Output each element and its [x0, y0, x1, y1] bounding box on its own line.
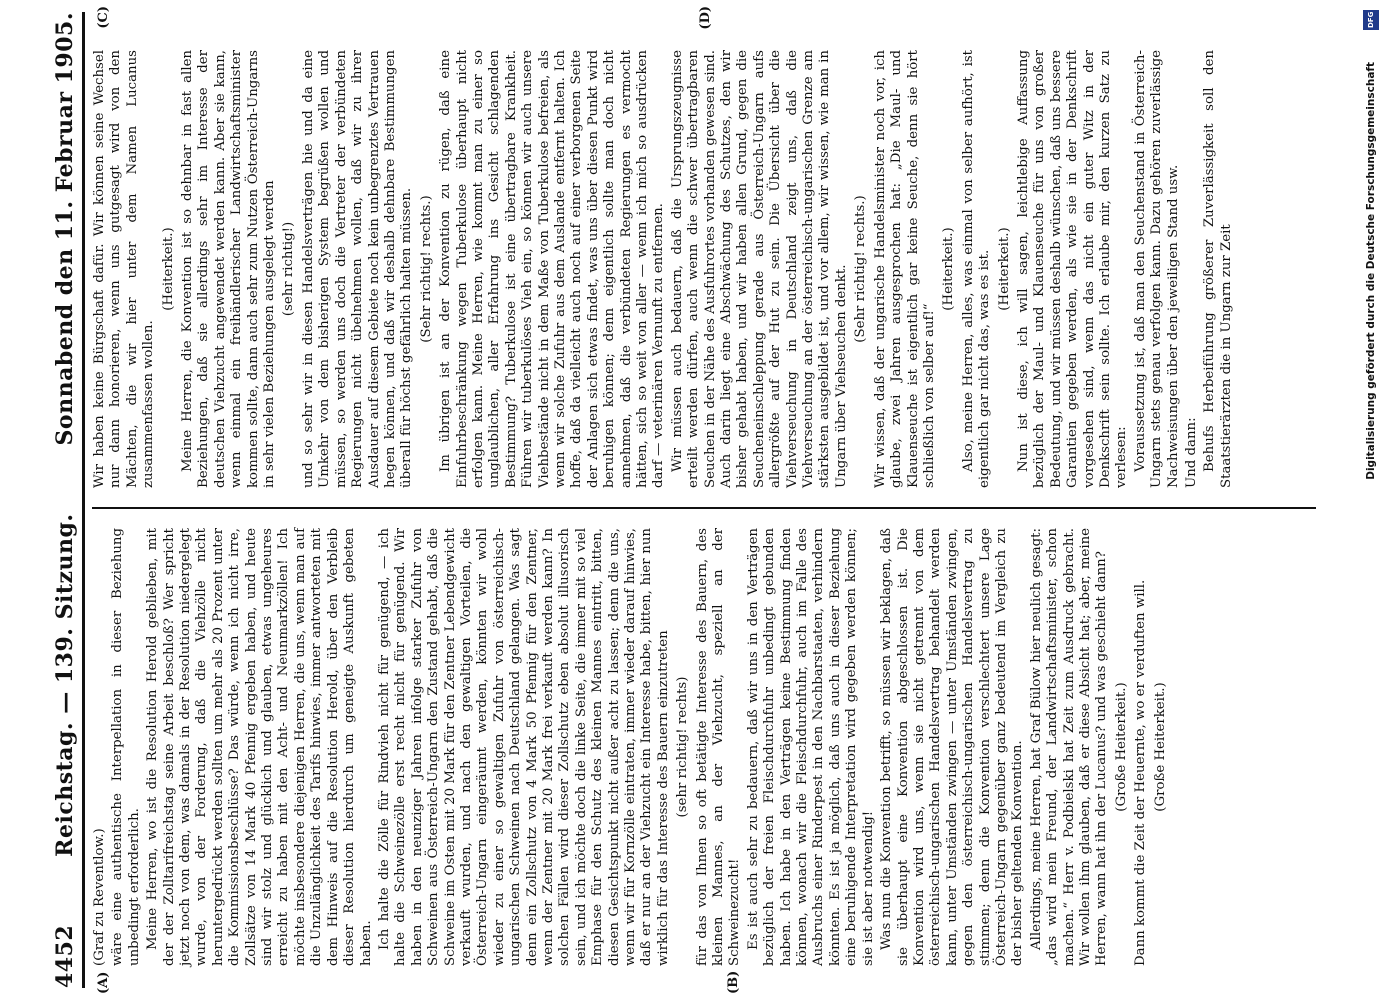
paragraph: Meine Herren, wo ist die Resolution Herold geblieben, mit der der Zolltarifreichstag seine Arbeit beschloß? Wer spricht jetzt noch von dem, was damals in der Resolution niedergelegt wurde, von der Forderung, daß die Viehzölle nicht heruntergedrückt werden sollten um mehr als 20 Prozent unter die Kommissionsbeschlüsse? Das würde, wenn ich nicht irre, Zollsätze von 14 Mark 40 Pfennig ergeben haben, und heute sind wir stolz und glücklich und glauben, etwas ungeheures erreicht zu haben mit den Acht- und Neunmarkzöllen! Ich möchte insbesondere diejenigen Herren, die uns, wenn man auf die Unzulänglichkeit des Tarifs hinwies, immer antworteten mit dem Hinweis auf die Resolution Herold, über den Verbleib dieser Resolution hierdurch um geneigte Auskunft gebeten haben.: [145, 528, 374, 966]
dfg-logo: DFG: [1363, 10, 1379, 30]
digitization-sidebar: [1361, 8, 1381, 992]
paragraph: Wir wissen, daß der ungarische Handelsminister noch vor, ich glaube, zwei Jahren ausgesprochen hat: „Die Maul- und Klauenseuche ist eigentlich gar keine Seuche, denn sie hört schließlich von selber auf!“: [872, 50, 937, 488]
quotation: Voraussetzung ist, daß man den Seuchenstand in Österreich-Ungarn stets genau verfolgen kann. Dazu gehören zuverlässige Nachweisungen über den jeweiligen Stand usw.: [1132, 50, 1181, 488]
paragraph: Wir haben keine Bürgschaft dafür. Wir können seine Wechsel nur dann honorieren, wenn uns gutgesagt wird von den Mächten, die wir hier unter dem Namen Lucanus zusammenfassen wollen.: [92, 50, 157, 488]
left-column: [92, 528, 1316, 966]
margin-marker-c: (C): [96, 6, 111, 29]
margin-marker-b: (B): [726, 970, 741, 994]
quotation: Behufs Herbeiführung größerer Zuverlässigkeit soll den Staatstierärzten die in Ungarn zur Zeit: [1202, 50, 1234, 488]
page-date: Sonnabend den 11. Februar 1905.: [52, 12, 78, 446]
paragraph: Ich halte die Zölle für Rindvieh nicht für genügend, — ich halte die Schweinezölle erst recht nicht für genügend. Wir haben in den neunziger Jahren infolge starker Zufuhr von Schweinen aus Österreich-Ungarn den Zustand gehabt, daß die Schweine im Osten mit 20 Mark für den Zentner Lebendgewicht verkauft wurden, und nach den gewaltigen Vorteilen, die Österreich-Ungarn eingeräumt werden, könnten wir wohl wieder zu einer so gewaltigen Zufuhr von österreichisch-ungarischen Schweinen nach Deutschland gelangen. Was sagt denn ein Zollschutz von 4 Mark 50 Pfennig für den Zentner, wenn der Zentner mit 20 Mark frei verkauft werden kann? In solchen Fällen wird dieser Zollschutz eben absolut illusorisch sein, und ich möchte doch die linke Seite, die immer mit so viel Emphase für den Schutz des kleinen Mannes eintritt, bitten, diesen Gesichtspunkt nicht außer acht zu lassen; denn die uns, wenn wir für Kornzölle eintraten, immer wieder darauf hinwies, daß er nur an der Viehzucht ein Interesse habe, bitten, hier nun wirklich für das Interesse des Bauern einzutreten: [376, 528, 671, 966]
paragraph: Nun ist diese, ich will sagen, leichtlebige Auffassung bezüglich der Maul- und Klauenseuche für uns von großer Bedeutung, und wir müssen deshalb wünschen, daß uns bessere Garantien gegeben werden, als wie sie in der Denkschrift vorgesehen sind, wenn das nicht ein guter Witz in der Denkschrift sein sollte. Ich erlaube mir, den kurzen Satz zu verlesen:: [1015, 50, 1130, 488]
interjection: (Große Heiterkeit.): [1152, 682, 1168, 812]
right-column: [92, 50, 1316, 488]
paragraph: für das von Ihnen so oft betätigte Interesse des Bauern, des kleinen Mannes, an der Viehzucht, speziell an der Schweinezucht!: [694, 528, 743, 966]
paragraph: Im übrigen ist an der Konvention zu rügen, daß eine Einfuhrbeschränkung wegen Tuberkulose überhaupt nicht erfolgen kann. Meine Herren, wie kommt man zu einer so unglaublichen, aller Erfahrung ins Gesicht schlagenden Bestimmung? Tuberkulose ist eine übertragbare Krankheit. Führen wir tuberkulöses Vieh ein, so können wir auch unsere Viehbestände nicht in dem Maße von Tuberkulose befreien, als wenn wir solche Zufuhr aus dem Auslande entfernt halten. Ich hoffe, daß da vielleicht auch noch auf einer verborgenen Seite der Anlagen sich etwas findet, was uns über diesen Punkt wird beruhigen können; denn eigentlich sollte man doch nicht annehmen, daß die verbündeten Regierungen es vermocht hätten, sich so weit von aller — wenn ich mich so ausdrücken darf — veterinären Vernunft zu entfernen.: [438, 50, 667, 488]
paragraph: Und dann:: [1184, 417, 1199, 488]
paragraph: wäre eine authentische Interpellation in dieser Beziehung unbedingt erforderlich.: [110, 528, 142, 966]
interjection: (Sehr richtig! rechts.): [853, 195, 869, 343]
paragraph: Wir müssen auch bedauern, daß die Ursprungszeugnisse erteilt werden dürfen, auch wenn die schwer übertragbaren Seuchen in der Nähe des Ausfuhrortes vorhanden gewesen sind. Auch darin liegt eine Abschwächung des Schutzes, den wir bisher gehabt haben, und wir haben allen Grund, gegen die Seucheneinschleppung gerade aus Österreich-Ungarn aufs allergrößte auf der Hut zu sein. Die Übersicht über die Viehverseuchung in Deutschland zeigt uns, daß die Viehverseuchung an der österreichisch-ungarischen Grenze am stärksten ausgebildet ist, und vor allem, wir wissen, wie man in Ungarn über Viehseuchen denkt.: [669, 50, 849, 488]
interjection: (sehr richtig!): [281, 221, 297, 317]
paragraph: Dann kommt die Zeit der Heuernte, wo er verduften will.: [1133, 579, 1149, 966]
margin-marker-a: (A): [96, 971, 111, 994]
interjection: (Heiterkeit.): [996, 227, 1012, 311]
column-divider: [92, 508, 1316, 510]
interjection: (Heiterkeit.): [941, 227, 957, 311]
paragraph: und so sehr wir in diesen Handelsverträgen hie und da eine Umkehr von dem bisherigen System begrüßen wollen und müssen, so werden uns doch die Vertreter der verbündeten Regierungen nicht übelnehmen wollen, daß wir zu ihrer Ausdauer auf diesem Gebiete noch kein unbegrenztes Vertrauen hegen können, und daß wir deshalb dehnbare Bestimmungen überall für höchst gefährlich halten müssen.: [300, 50, 415, 488]
paragraph: Es ist auch sehr zu bedauern, daß wir uns in den Verträgen bezüglich der freien Fleischdurchfuhr unbedingt gebunden haben. Ich habe in den Verträgen keine Bestimmung finden können, wonach wir die Fleischdurchfuhr, auch im Falle des Ausbruchs einer Rinderpest in den Nachbarstaaten, verhindern könnten. Es ist ja möglich, daß uns auch in dieser Beziehung eine beruhigende Interpretation wird gegeben werden können; sie ist aber notwendig!: [745, 528, 876, 966]
page-title: Reichstag. — 139. Sitzung.: [52, 513, 78, 857]
document-page: [40, 0, 1330, 1000]
speaker-note: (Graf zu Reventlow.): [92, 828, 107, 966]
page-number: 4452: [52, 924, 78, 988]
margin-marker-d: (D): [698, 6, 713, 30]
interjection: (Heiterkeit.): [160, 227, 176, 311]
paragraph: Allerdings, meine Herren, hat Graf Bülow hier neulich gesagt: „das wird mein Freund, der Landwirtschaftsminister, schon machen.“ Herr v. Podbielski hat Zeit zum Ausdruck gebracht. Wir wollen ihm glauben, daß er diese Absicht hat; aber, meine Herren, wann hat ihn der Lucanus? und was geschieht dann?: [1028, 528, 1110, 966]
interjection: (Sehr richtig! rechts.): [418, 195, 434, 343]
paragraph: Was nun die Konvention betrifft, so müssen wir beklagen, daß sie überhaupt eine Konvention abgeschlossen ist. Die Konvention wird uns, wenn sie nicht getrennt von dem österreichisch-ungarischen Handelsvertrag behandelt werden kann, unter Umständen zwingen — unter Umständen zwingen, gegen den österreichisch-ungarischen Handelsvertrag zu stimmen; denn die Konvention verschlechtert unsere Lage Österreich-Ungarn gegenüber ganz bedeutend im Vergleich zu der bisher geltenden Konvention.: [879, 528, 1026, 966]
paragraph: Also, meine Herren, alles, was einmal von selber aufhört, ist eigentlich gar nicht das, was es ist.: [960, 50, 993, 488]
page-header: [48, 12, 85, 988]
interjection: (sehr richtig! rechts): [675, 676, 691, 818]
interjection: (Große Heiterkeit.): [1113, 682, 1129, 812]
digitization-credit: Digitalisierung gefördert durch die Deutsche Forschungsgemeinschaft: [1365, 62, 1377, 480]
paragraph: Meine Herren, die Konvention ist so dehnbar in fast allen Beziehungen, daß sie allerdings sehr im Interesse der deutschen Viehzucht angewendet werden kann. Aber sie kann, wenn einmal ein freihändlerischer Landwirtschaftsminister kommen sollte, dann auch sehr zum Nutzen Österreich-Ungarns in sehr vielen Beziehungen ausgelegt werden: [180, 50, 278, 488]
